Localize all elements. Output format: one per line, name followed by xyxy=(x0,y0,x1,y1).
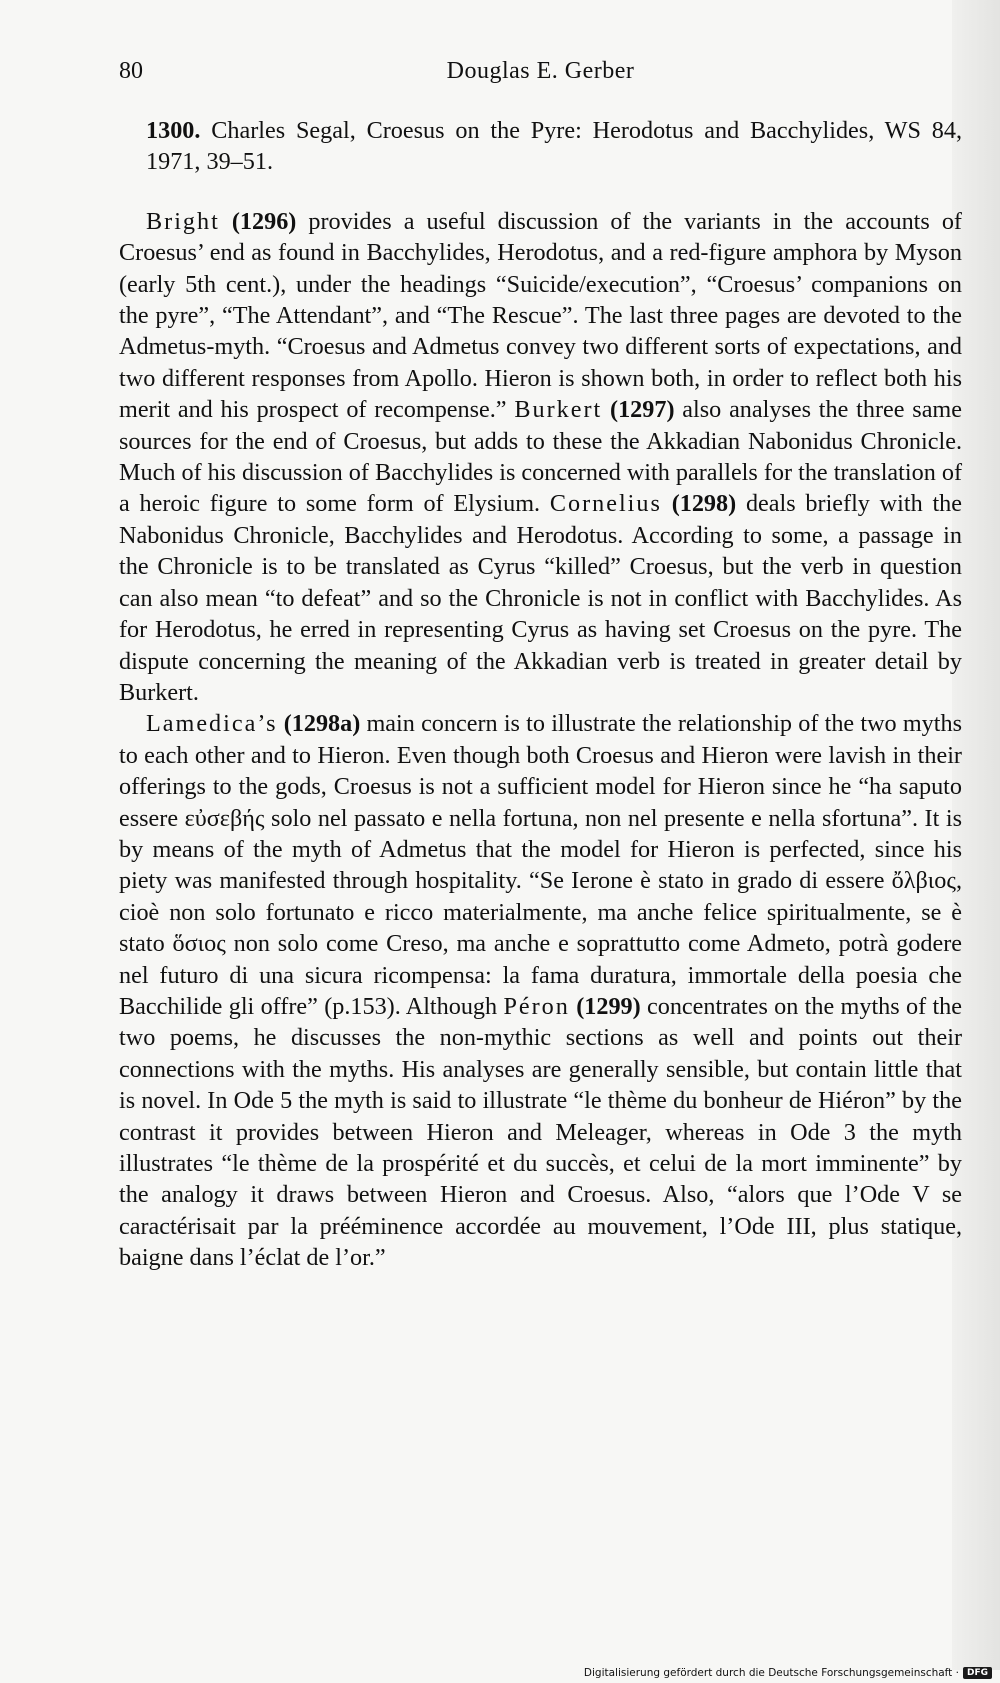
reference-number: (1298a) xyxy=(283,710,361,738)
paragraph-text: concentrates on the myths of the two poems, he discusses the non-mythic sections as well and points out their connections with the myths. His analyses are generally sensible, but contain little that is novel. In Ode 5 the myth is said to illustrate “le thème du bonheur de Hiéron” by the contrast it provides between Hieron and Meleager, whereas in Ode 3 the myth illustrates “le thème de la prospérité et du succès, et celui de la mort imminente” by the analogy it draws between Hieron and Croesus. Also, “alors que l’Ode V se caractérisait par la prééminence accordée au mouvement, l’Ode III, plus statique, baigne dans l’éclat de l’or.” xyxy=(119,992,963,1272)
page-number: 80 xyxy=(119,58,143,84)
author-name: Péron xyxy=(503,992,570,1020)
digitization-footer xyxy=(584,1667,992,1679)
paragraph-text: deals briefly with the Nabonidus Chronicle, Bacchylides and Herodotus. According to some, a passage in the Chronicle is to be translated as Cyrus “killed” Croesus, but the verb in question can also mean “to defeat” and so the Chronicle is not in conflict with Bacchylides. As for Herodotus, he erred in representing Cyrus as having set Croesus on the pyre. The dispute concerning the meaning of the Akkadian verb is treated in greater detail by Burkert. xyxy=(119,490,962,706)
author-name: Bright xyxy=(146,207,220,235)
paragraph xyxy=(119,206,962,709)
author-name: Burkert xyxy=(514,396,603,424)
running-head: Douglas E. Gerber xyxy=(446,58,635,84)
dfg-logo: DFG xyxy=(963,1667,992,1679)
footer-credit: Digitalisierung gefördert durch die Deutsche Forschungsgemeinschaft · xyxy=(583,1667,959,1679)
body-text xyxy=(119,115,962,1274)
reference-number: (1297) xyxy=(610,396,675,424)
entry-number: 1300. xyxy=(146,117,201,144)
bibliography-entry xyxy=(146,115,962,178)
paragraph-text: also analyses the three same sources for the end of Croesus, but adds to these the Akkadian Nabonidus Chronicle. Much of his discussion of Bacchylides is concerned with parallels for the translation of a heroic figure to some form of Elysium. xyxy=(119,396,962,518)
reference-number: (1296) xyxy=(231,207,297,235)
author-name: Cornelius xyxy=(549,490,662,518)
author-name: Lamedica’s xyxy=(146,710,278,738)
paragraph xyxy=(119,708,962,1273)
reference-number: (1299) xyxy=(576,992,641,1020)
paragraph-text: provides a useful discussion of the variants in the accounts of Croesus’ end as found in Bacchylides, Herodotus, and a red-figure amphora by Myson (early 5th cent.), under the headings “Suicide/execution”, “Croesus’ companions on the pyre”, “The Attendant”, and “The Rescue”. The last three pages are devoted to the Admetus-myth. “Croesus and Admetus convey two different sorts of expectations, and two different responses from Apollo. Hieron is shown both, in order to reflect both his merit and his prospect of recompense.” xyxy=(119,207,962,424)
entry-citation: Charles Segal, Croesus on the Pyre: Herodotus and Bacchylides, WS 84, 1971, 39–51. xyxy=(146,117,962,176)
reference-number: (1298) xyxy=(671,490,737,518)
page-header xyxy=(119,58,962,92)
paragraph-text: main concern is to illustrate the relationship of the two myths to each other and to Hieron. Even though both Croesus and Hieron were lavish in their offerings to the gods, Croesus is not a sufficient model for Hieron since he “ha saputo essere εὐσεβής solo nel passato e nella fortuna, non nel presente e nella sfortuna”. It is by means of the myth of Admetus that the model for Hieron is perfected, since his piety was manifested through hospitality. “Se Ierone è stato in grado di essere ὄλβιος, cioè non solo fortunato e ricco materialmente, ma anche felice spiritualmente, se è stato ὅσιος non solo come Creso, ma anche e soprattutto come Admeto, potrà godere nel futuro di una sicura ricompensa: la fama duratura, immortale della poesia che Bacchilide gli offre” (p.153). Although xyxy=(119,710,963,1020)
